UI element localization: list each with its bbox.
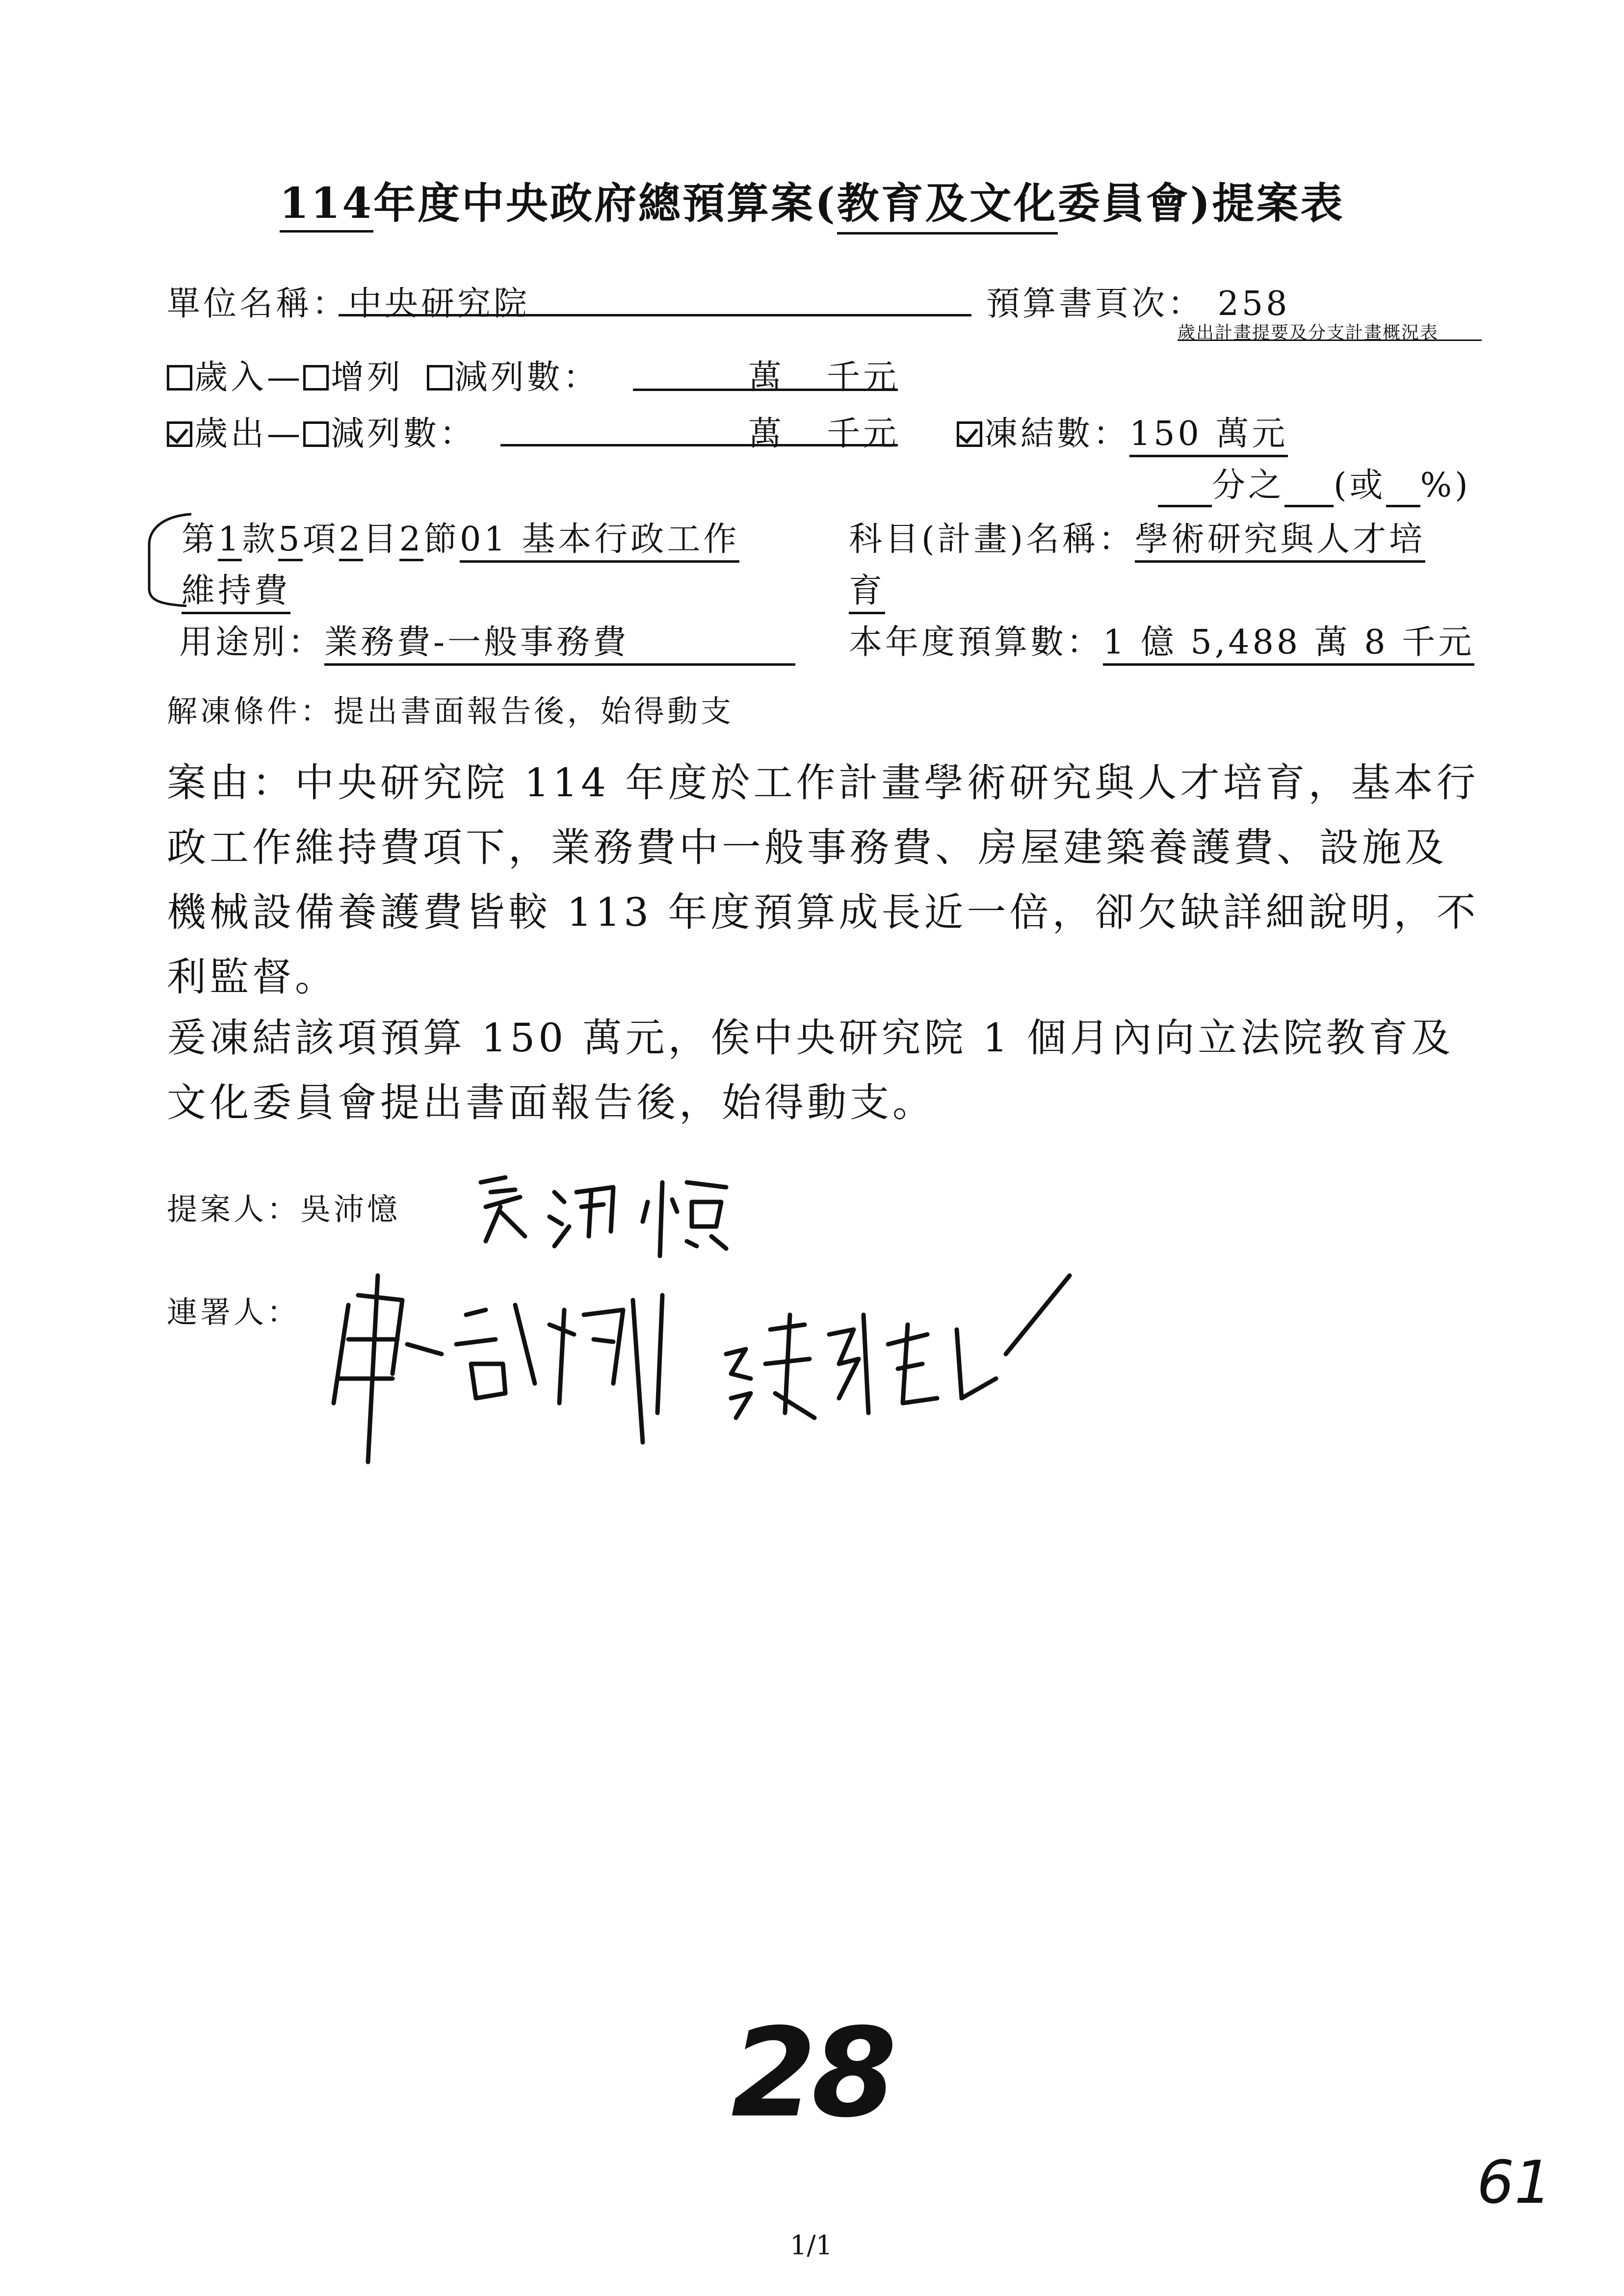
page-note-underline xyxy=(1178,339,1482,341)
title-end: 委員會)提案表 xyxy=(1057,179,1345,228)
budget-row xyxy=(849,616,1474,666)
unit-label: 單位名稱： xyxy=(167,285,349,323)
expense-qian-yuan: 千元 xyxy=(827,415,900,453)
unit-name: 中央研究院 xyxy=(348,285,530,323)
unit-underline xyxy=(339,314,971,316)
budget-label: 本年度預算數： xyxy=(849,623,1103,662)
cosigner-signatures xyxy=(319,1256,1104,1482)
freeze-row xyxy=(957,407,1288,457)
item-name-line2: 維持費 xyxy=(182,564,290,614)
item-xiang: 5 xyxy=(278,520,302,561)
item-line1 xyxy=(182,513,739,563)
revenue-cut-label: 減列數： xyxy=(454,358,600,397)
page-ref xyxy=(986,277,1290,325)
expense-cut-label: 減列數： xyxy=(331,415,476,453)
budget-value: 1 億 5,488 萬 8 千元 xyxy=(1103,616,1474,666)
item-p3: 項 xyxy=(302,520,339,559)
reason-paragraph-2: 爰凍結該項預算 150 萬元，俟中央研究院 1 個月內向立法院教育及文化委員會提出書面報告後，始得動支。 xyxy=(167,1015,1454,1125)
item-mu: 2 xyxy=(339,520,363,561)
expense-row xyxy=(167,407,476,455)
item-p2: 款 xyxy=(242,520,279,559)
revenue-wan: 萬 xyxy=(748,358,785,397)
item-p1: 第 xyxy=(182,520,218,559)
title-mid: 年度中央政府總預算案( xyxy=(373,179,837,228)
item-jie: 2 xyxy=(399,520,423,561)
subject-value-2: 育 xyxy=(849,564,885,614)
revenue-row xyxy=(167,351,600,398)
proposer-signature xyxy=(471,1163,765,1261)
cosigner-label: 連署人： xyxy=(167,1294,301,1330)
page-number: 258 xyxy=(1217,285,1290,323)
condition-text: 提出書面報告後，始得動支 xyxy=(334,693,734,729)
page-label: 預算書頁次： xyxy=(986,285,1205,323)
use-value: 業務費-一般事務費 xyxy=(324,616,795,666)
subject-line2 xyxy=(849,564,885,614)
item-kuan: 1 xyxy=(218,520,242,561)
page-note: 歲出計畫提要及分支計畫概況表 xyxy=(1178,323,1439,343)
proposer-name: 吳沛憶 xyxy=(300,1191,401,1227)
fraction-blank-3 xyxy=(1386,466,1420,507)
fraction-blank-1 xyxy=(1158,466,1212,507)
expense-wan: 萬 xyxy=(748,415,785,453)
item-line2 xyxy=(182,564,290,614)
fraction-row xyxy=(1158,459,1471,507)
item-name-line1: 01 基本行政工作 xyxy=(460,513,739,563)
revenue-qian-yuan: 千元 xyxy=(827,358,900,397)
fraction-part1: 分之 xyxy=(1212,466,1285,505)
unit-row xyxy=(167,277,530,325)
fraction-part3: %) xyxy=(1420,466,1471,505)
fraction-blank-2 xyxy=(1284,466,1334,507)
reason-paragraph-1: 案由：中央研究院 114 年度於工作計畫學術研究與人才培育，基本行政工作維持費項下，業務費中一般事務費、房屋建築養護費、設施及機械設備養護費皆較 113 年度預算成長近一倍，卻欠缺詳細說明，不利監督。 xyxy=(167,760,1479,1000)
condition-row xyxy=(167,687,734,731)
subject-label: 科目(計畫)名稱： xyxy=(849,520,1135,559)
revenue-add-checkbox[interactable] xyxy=(303,365,329,391)
expense-label: 歲出— xyxy=(194,415,304,453)
revenue-checkbox[interactable] xyxy=(167,365,192,391)
expense-checkbox[interactable] xyxy=(167,421,192,447)
proposer-row xyxy=(167,1185,400,1228)
condition-label: 解凍條件： xyxy=(167,693,334,729)
use-row xyxy=(179,616,795,666)
title-committee: 教育及文化 xyxy=(837,169,1058,235)
title-year: 114 xyxy=(280,179,374,233)
expense-cut-checkbox[interactable] xyxy=(303,421,329,447)
freeze-label: 凍結數： xyxy=(984,415,1130,453)
revenue-cut-checkbox[interactable] xyxy=(427,365,452,391)
use-label: 用途別： xyxy=(179,623,325,662)
subject-value-1: 學術研究與人才培 xyxy=(1135,513,1425,563)
item-p4: 目 xyxy=(363,520,399,559)
freeze-checkbox[interactable] xyxy=(957,421,982,447)
handwritten-number: 28 xyxy=(731,2002,892,2144)
fraction-part2: (或 xyxy=(1334,466,1386,505)
freeze-value: 150 萬元 xyxy=(1129,407,1288,457)
revenue-add-label: 增列 xyxy=(331,358,404,397)
corner-number: 61 xyxy=(1477,2149,1552,2217)
page-indicator: 1/1 xyxy=(790,2230,833,2261)
proposer-label: 提案人： xyxy=(167,1191,301,1227)
revenue-label: 歲入— xyxy=(194,358,304,397)
subject-line1 xyxy=(849,513,1425,563)
item-p5: 節 xyxy=(423,520,460,559)
page-title xyxy=(0,169,1624,235)
